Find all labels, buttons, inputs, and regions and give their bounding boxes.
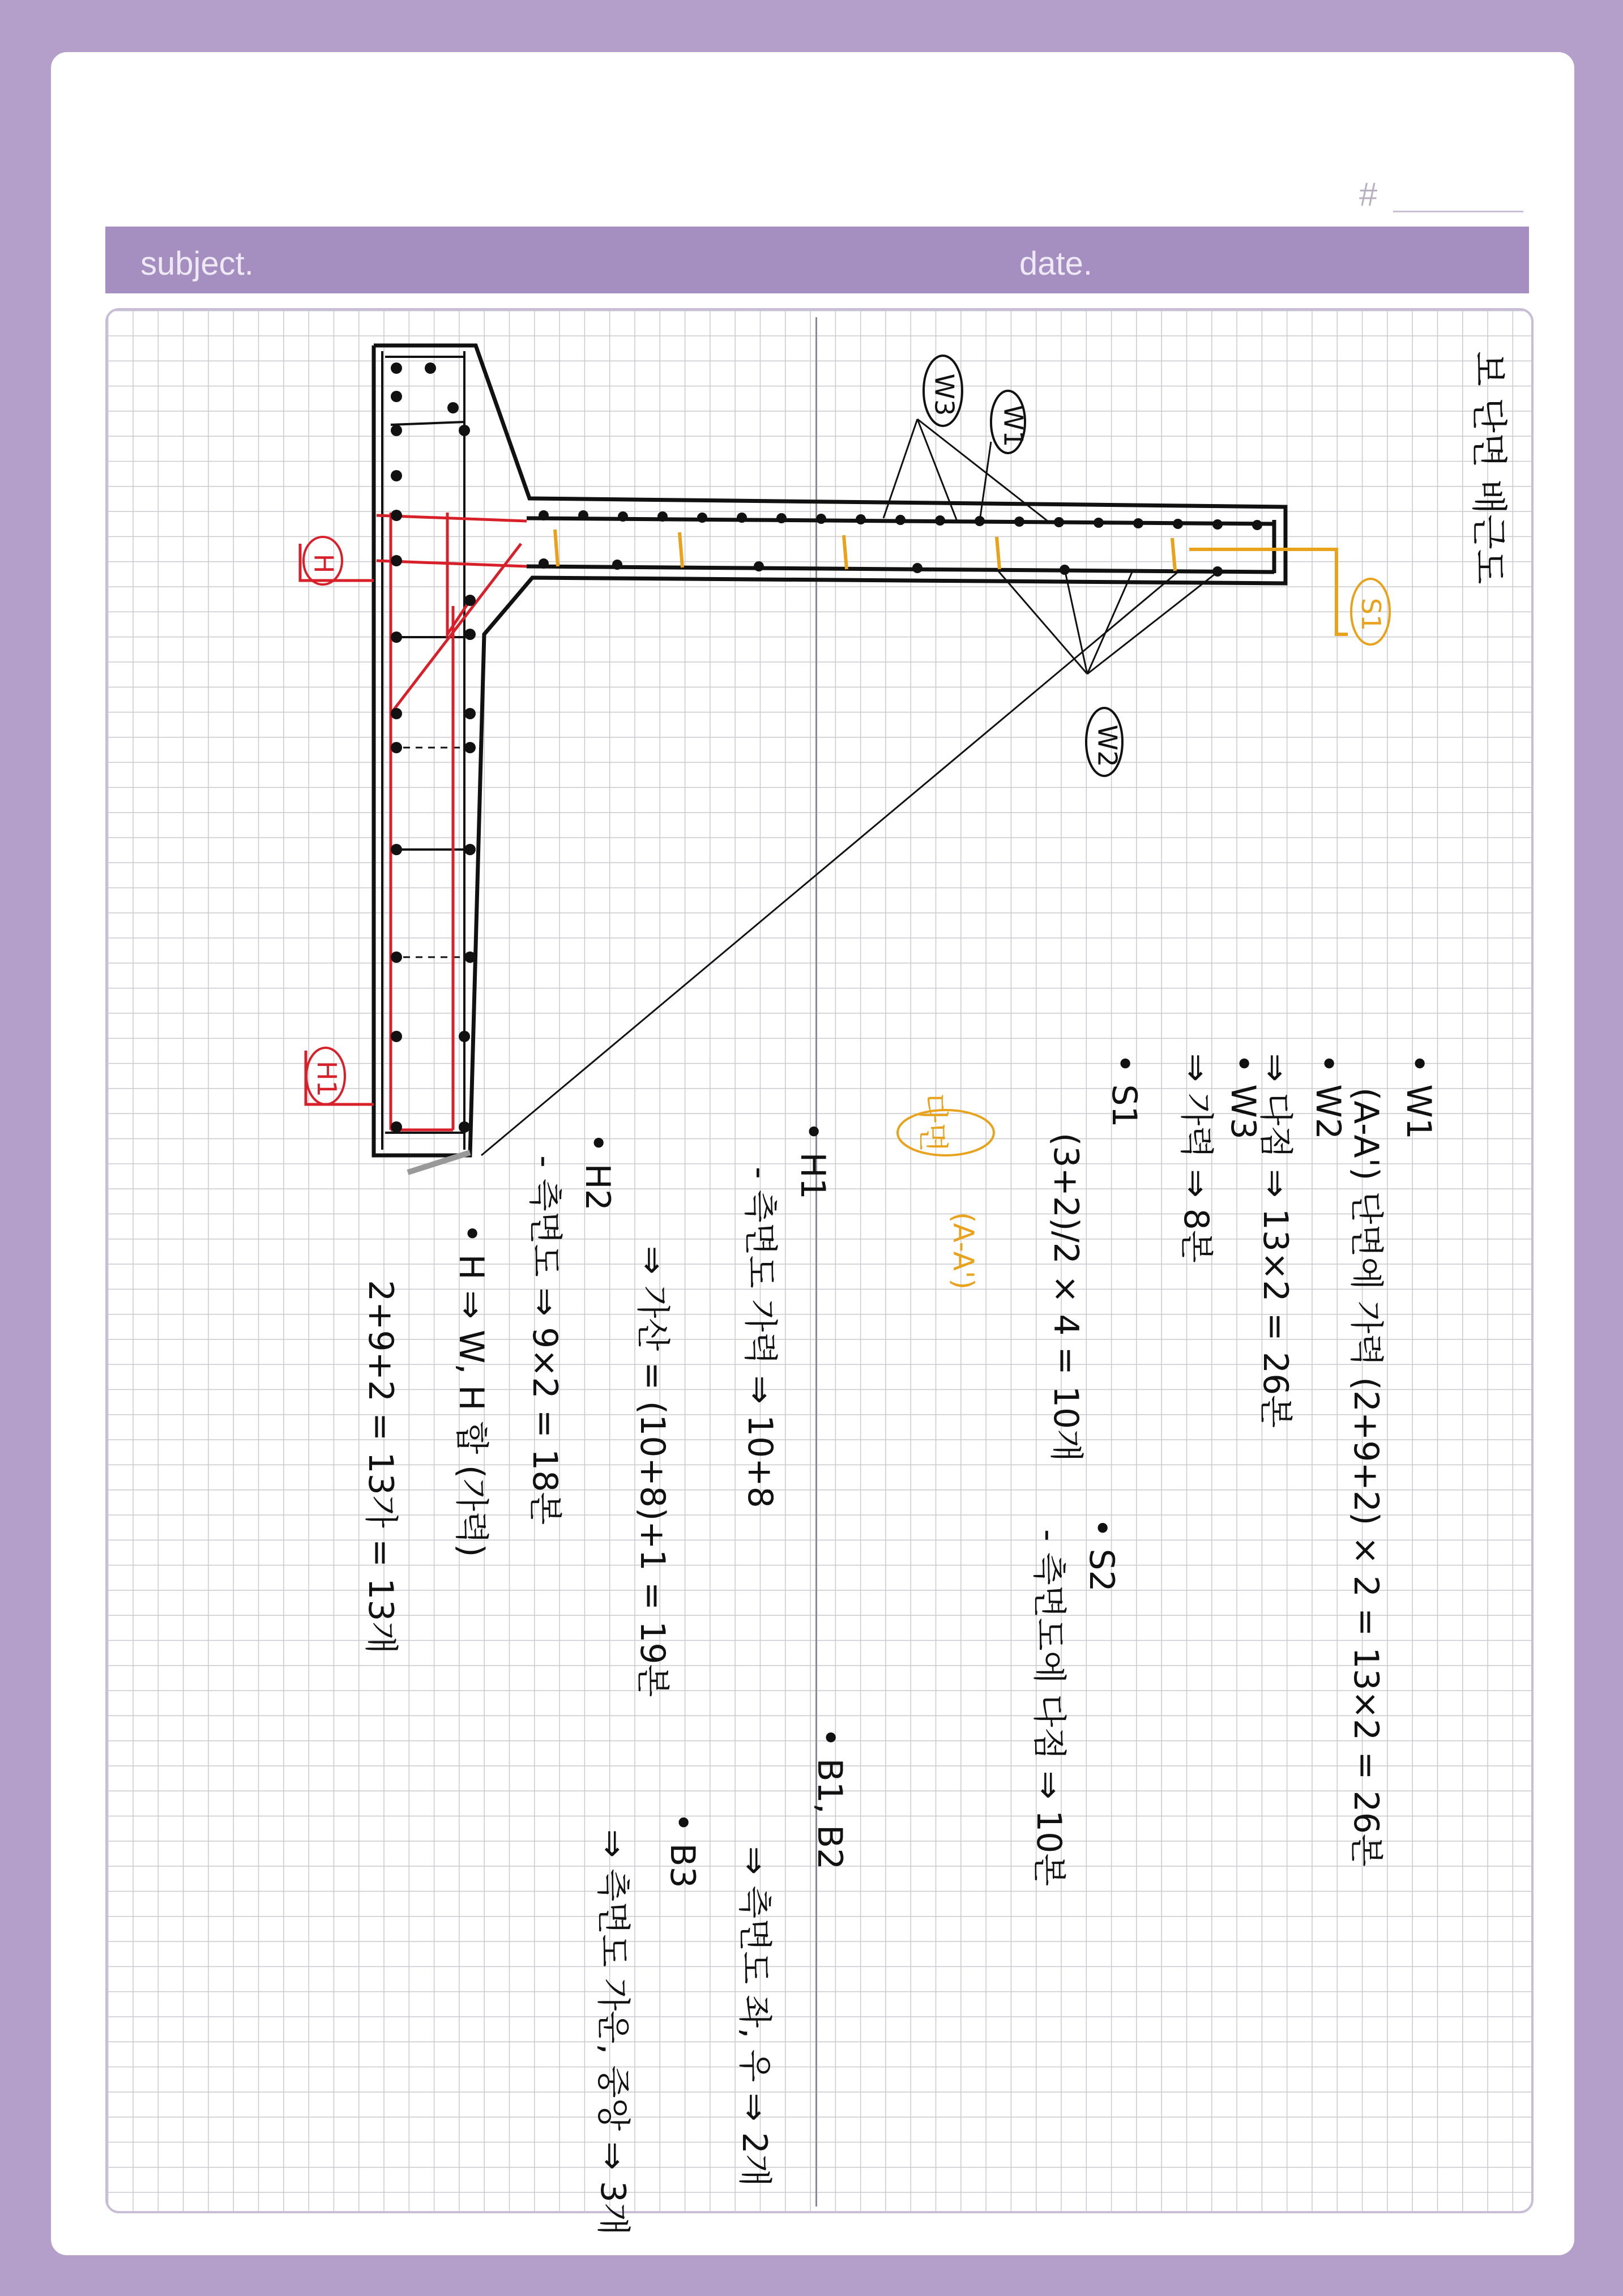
note-b12-line: ⇒ 측면도 좌, 우 ⇒ 2개 [734,1846,774,2187]
note-h2-bullet: • H2 [578,1133,617,1211]
note-b12-bullet: • B1, B2 [810,1727,849,1870]
note-s2-line: - 측면도에 다점 ⇒ 10본 [1029,1529,1069,1887]
subject-label: subject. [140,245,254,282]
note-w3-bullet: • W3 [1223,1053,1263,1140]
note-w1-bullet: • W1 [1399,1053,1438,1140]
note-w1-line: (A-A') 단면에 가력 (2+9+2) × 2 = 13×2 = 26본 [1346,1087,1386,1867]
note-s2-bullet: • S2 [1082,1518,1121,1592]
note-s1-bullet: • S1 [1104,1053,1144,1128]
drawing-title: 보 단면 배근도 [1467,351,1509,584]
note-b3-line: ⇒ 측면도 가운, 중앙 ⇒ 3개 [593,1829,633,2235]
note-s1-note-top: 다면 [915,1093,951,1153]
note-h-line2: 2+9+2 = 13가 = 13개 [361,1280,400,1654]
note-h1-line1: - 측면도 가력 ⇒ 10+8 [740,1167,780,1508]
note-s1-line: (3+2)/2 × 4 = 10개 [1046,1133,1086,1462]
page-number-label: # [1359,176,1378,213]
leader-lines [883,419,1218,674]
note-w2-line: ⇒ 다점 ⇒ 13×2 = 26본 [1255,1053,1295,1428]
note-h-line1: • H ⇒ W, H 합 (가력) [451,1223,491,1557]
tag-w3: W3 [929,373,960,416]
note-h1-bullet: • H1 [793,1121,832,1200]
note-s1-note-bottom: (A-A') [947,1212,980,1290]
note-h2-line: - 측면도 ⇒ 9×2 = 18본 [525,1155,565,1525]
tag-h: H [308,553,339,574]
tag-w2: W2 [1092,724,1123,767]
tag-s1: S1 [1356,598,1387,631]
note-b3-bullet: • B3 [663,1812,702,1888]
date-label: date. [1019,245,1092,282]
note-w2-bullet: • W2 [1308,1053,1348,1140]
hoop-rebar [300,513,527,1130]
tag-h1: H1 [311,1061,342,1097]
section-outline [374,345,1285,1172]
note-h1-line2: ⇒ 가산 = (10+8)+1 = 19본 [633,1246,672,1697]
note-w3-line: ⇒ 가력 ⇒ 8본 [1176,1053,1216,1263]
tag-w1: W1 [998,404,1029,447]
